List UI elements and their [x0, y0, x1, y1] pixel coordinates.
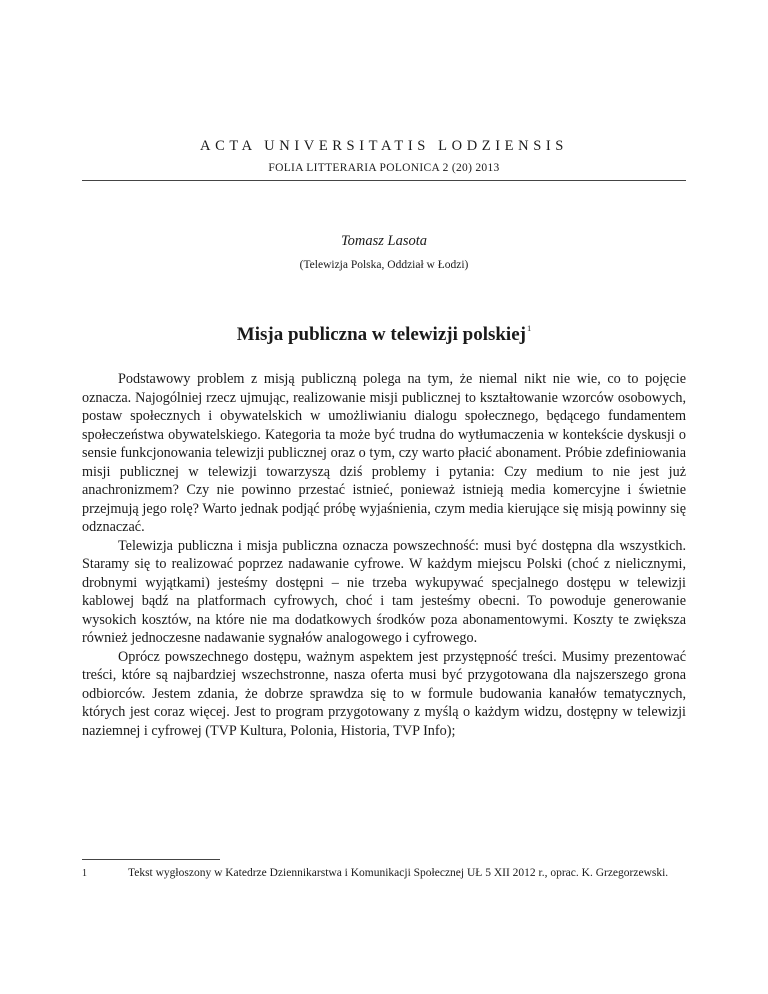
- paragraph-1: Podstawowy problem z misją publiczną polega na tym, że niemal nikt nie wie, co to pojęcie oznacza. Najogólniej rzecz ujmując, realizowanie misji publicznej to kształtowanie wzorców osobowych, postaw społecznych i obywatelskich w umożliwianiu dialogu społecznego, będącego fundamentem społeczeństwa obywatelskiego. Kategoria ta może być trudna do wytłumaczenia w kontekście dyskusji o sensie funkcjonowania telewizji publicznej oraz o tym, czy warto płacić abonament. Próbie zdefiniowania misji publicznej w telewizji towarzyszą dziś problemy i pytania: Czy medium to nie jest już anachronizmem? Czy nie powinno przestać istnieć, ponieważ istnieją media komercyjne i świetnie przejmują jego rolę? Warto jednak podjąć próbę wyjaśnienia, czym media kierujące się misją powinny się odznaczać.: [82, 371, 686, 535]
- paragraph-2: Telewizja publiczna i misja publiczna oznacza powszechność: musi być dostępna dla wszystkich. Staramy się to realizować poprzez nadawanie cyfrowe. W każdym miejscu Polski (choć z nielicznymi, drobnymi wyjątkami) jesteśmy dostępni – nie trzeba wykupywać specjalnego dostępu w telewizji kablowej bądź na platformach cyfrowych, choć i tam jesteśmy obecni. To powoduje generowanie wysokich kosztów, na które nie ma dodatkowych środków poza abonamentowymi. Koszty te zwiększa również jednoczesne nadawanie sygnałów analogowego i cyfrowego.: [82, 537, 686, 646]
- paragraph-3: Oprócz powszechnego dostępu, ważnym aspektem jest przystępność treści. Musimy prezentować treści, które są najbardziej wszechstronne, nasza oferta musi być przygotowana dla najszerszego grona odbiorców. Jestem zdania, że dobrze sprawdza się to w formule budowania kanałów tematycznych, których jest coraz więcej. Jest to program przygotowany z myślą o każdym widzu, dostępny w telewizji naziemnej i cyfrowej (TVP Kultura, Polonia, Historia, TVP Info);: [82, 648, 686, 739]
- article-body: [82, 370, 686, 740]
- article-title: Misja publiczna w telewizji polskiej: [236, 324, 526, 345]
- article-title-line: [0, 316, 768, 347]
- journal-title: ACTA UNIVERSITATIS LODZIENSIS: [200, 138, 568, 154]
- author-name: Tomasz Lasota: [340, 233, 428, 249]
- footnote-text: Tekst wygłoszony w Katedrze Dziennikarstwa i Komunikacji Społecznej UŁ 5 XII 2012 r., oprac. K. Grzegorzewski.: [128, 867, 669, 879]
- footnote-number: 1: [82, 868, 87, 879]
- footnote-divider: [82, 859, 220, 860]
- author-affiliation: (Telewizja Polska, Oddział w Łodzi): [299, 259, 469, 271]
- footnote-marker: 1: [526, 323, 532, 333]
- journal-series: FOLIA LITTERARIA POLONICA 2 (20) 2013: [268, 162, 500, 174]
- footnote: [82, 865, 686, 883]
- header-divider: [82, 180, 686, 181]
